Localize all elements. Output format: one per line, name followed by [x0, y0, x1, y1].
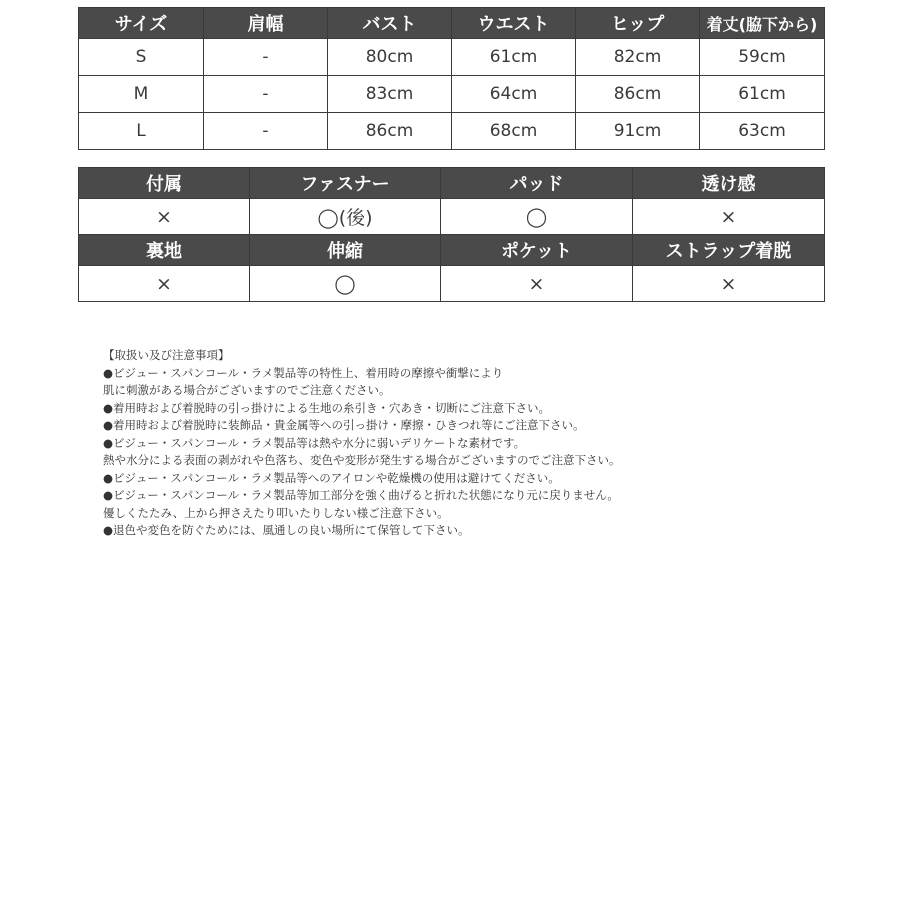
care-note-line: ●退色や変色を防ぐためには、風通しの良い場所にて保管して下さい。 [103, 523, 470, 537]
length-cell: 63cm [700, 113, 825, 150]
bust-cell: 86cm [328, 113, 452, 150]
size-cell: M [79, 76, 204, 113]
bust-cell: 80cm [328, 39, 452, 76]
spec-value-zipper: ◯(後) [250, 199, 441, 235]
care-note-line: ●ビジュー・スパンコール・ラメ製品等は熱や水分に弱いデリケートな素材です。 [103, 435, 526, 450]
table-row [79, 39, 825, 76]
bust-cell: 83cm [328, 76, 452, 113]
care-note-line: 優しくたたみ、上から押さえたり叩いたりしない様ご注意下さい。 [103, 505, 449, 520]
size-header-waist: ウエスト [452, 8, 576, 39]
spec-header-pocket: ポケット [441, 235, 633, 266]
shoulder-cell: - [204, 76, 328, 113]
table-row [79, 76, 825, 113]
waist-cell: 61cm [452, 39, 576, 76]
care-note-line: 熱や水分による表面の剥がれや色落ち、変色や変形が発生する場合がございますのでご注意下さい。 [103, 453, 621, 467]
spec-value-row [79, 266, 825, 302]
size-header-shoulder: 肩幅 [204, 8, 328, 39]
shoulder-cell: - [204, 113, 328, 150]
spec-header-pad: パッド [441, 168, 633, 199]
hip-cell: 82cm [576, 39, 700, 76]
spec-value-row [79, 199, 825, 235]
spec-value-pocket: × [441, 266, 633, 302]
spec-value-strap: × [633, 266, 825, 302]
care-note-line: ●ビジュー・スパンコール・ラメ製品等の特性上、着用時の摩擦や衝撃により [103, 365, 504, 380]
spec-value-accessory: × [79, 199, 250, 235]
hip-cell: 91cm [576, 113, 700, 150]
size-table [78, 7, 825, 150]
size-header-size: サイズ [79, 8, 204, 39]
spec-value-pad: ◯ [441, 199, 633, 235]
spec-header-strap: ストラップ着脱 [633, 235, 825, 266]
waist-cell: 64cm [452, 76, 576, 113]
shoulder-cell: - [204, 39, 328, 76]
spec-header-accessory: 付属 [79, 168, 250, 199]
hip-cell: 86cm [576, 76, 700, 113]
care-note-line: 肌に刺激がある場合がございますのでご注意ください。 [103, 383, 391, 397]
care-note-line: ●着用時および着脱時に装飾品・貴金属等への引っ掛け・摩擦・ひきつれ等にご注意下さい。 [103, 418, 585, 432]
size-header-bust: バスト [328, 8, 452, 39]
spec-value-sheerness: × [633, 199, 825, 235]
care-notes [103, 347, 803, 540]
waist-cell: 68cm [452, 113, 576, 150]
length-cell: 59cm [700, 39, 825, 76]
size-table-header-row [79, 8, 825, 39]
spec-header-sheerness: 透け感 [633, 168, 825, 199]
length-cell: 61cm [700, 76, 825, 113]
care-note-line: ●ビジュー・スパンコール・ラメ製品等加工部分を強く曲げると折れた状態になり元に戻りません。 [103, 488, 619, 502]
care-note-line: ●着用時および着脱時の引っ掛けによる生地の糸引き・穴あき・切断にご注意下さい。 [103, 400, 551, 415]
table-row [79, 113, 825, 150]
spec-header-stretch: 伸縮 [250, 235, 441, 266]
care-note-line: ●ビジュー・スパンコール・ラメ製品等へのアイロンや乾燥機の使用は避けてください。 [103, 470, 560, 485]
spec-header-row [79, 168, 825, 199]
size-header-hip: ヒップ [576, 8, 700, 39]
care-notes-heading: 【取扱い及び注意事項】 [103, 348, 230, 362]
size-cell: S [79, 39, 204, 76]
size-header-length: 着丈(脇下から) [700, 8, 825, 39]
spec-value-stretch: ◯ [250, 266, 441, 302]
spec-value-lining: × [79, 266, 250, 302]
spec-header-zipper: ファスナー [250, 168, 441, 199]
spec-table [78, 167, 825, 302]
size-cell: L [79, 113, 204, 150]
spec-header-lining: 裏地 [79, 235, 250, 266]
spec-header-row [79, 235, 825, 266]
